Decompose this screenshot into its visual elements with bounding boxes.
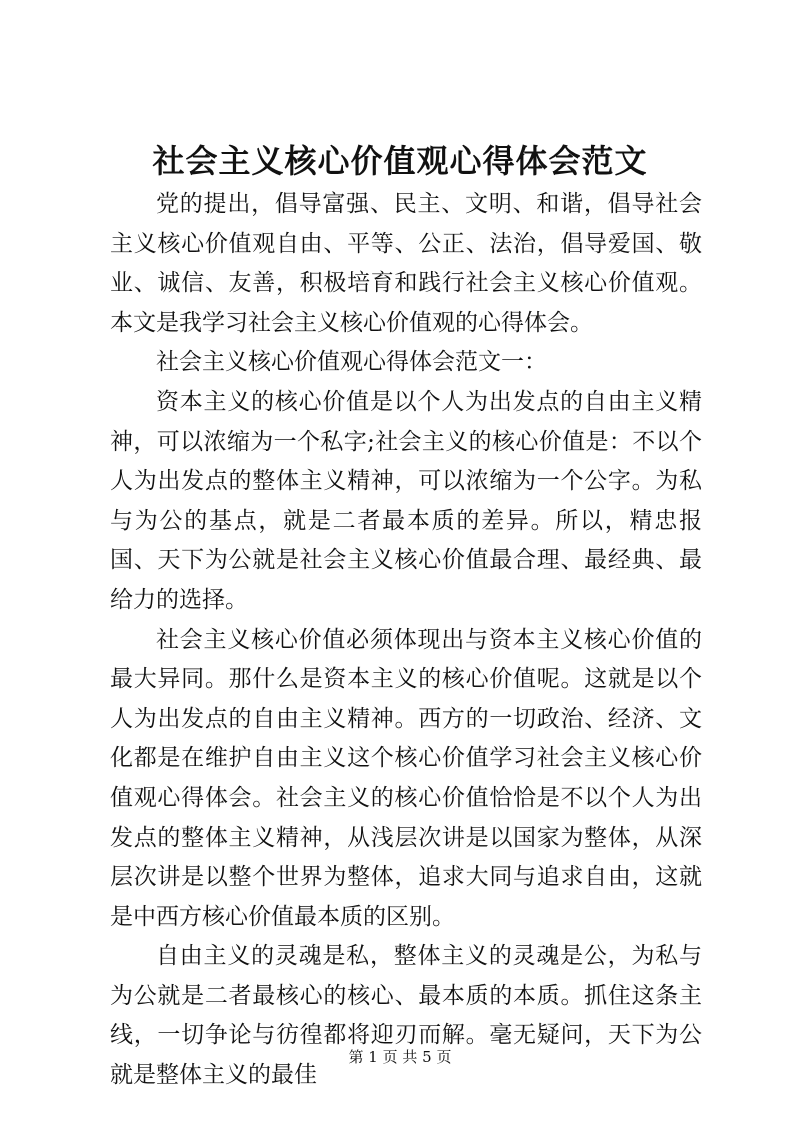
- page-number-footer: 第 1 页 共 5 页: [348, 1048, 452, 1066]
- section-heading: 社会主义核心价值观心得体会范文一：: [156, 349, 547, 376]
- paragraph-intro: 党的提出，倡导富强、民主、文明、和谐，倡导社会主义核心价值观自由、平等、公正、法治，倡导爱国、敬业、诚信、友善，积极培育和践行社会主义核心价值观。本文是我学习社会主义核心价值观的心得体会。: [110, 191, 702, 336]
- document-title: 社会主义核心价值观心得体会范文: [152, 142, 648, 180]
- paragraph-3: 自由主义的灵魂是私，整体主义的灵魂是公，为私与为公就是二者最核心的核心、最本质的本质。抓住这条主线，一切争论与彷徨都将迎刃而解。毫无疑问，天下为公就是整体主义的最佳: [110, 943, 702, 1089]
- paragraph-2: 社会主义核心价值必须体现出与资本主义核心价值的最大异同。那什么是资本主义的核心价值呢。这就是以个人为出发点的自由主义精神。西方的一切政治、经济、文化都是在维护自由主义这个核心价值学习社会主义核心价值观心得体会。社会主义的核心价值恰恰是不以个人为出发点的整体主义精神，从浅层次讲是以国家为整体，从深层次讲是以整个世界为整体，追求大同与追求自由，这就是中西方核心价值最本质的区别。: [110, 626, 702, 930]
- paragraph-1: 资本主义的核心价值是以个人为出发点的自由主义精神，可以浓缩为一个私字;社会主义的核心价值是：不以个人为出发点的整体主义精神，可以浓缩为一个公字。为私与为公的基点，就是二者最本质的差异。所以，精忠报国、天下为公就是社会主义核心价值最合理、最经典、最给力的选择。: [110, 388, 702, 613]
- document-body: [110, 185, 702, 1096]
